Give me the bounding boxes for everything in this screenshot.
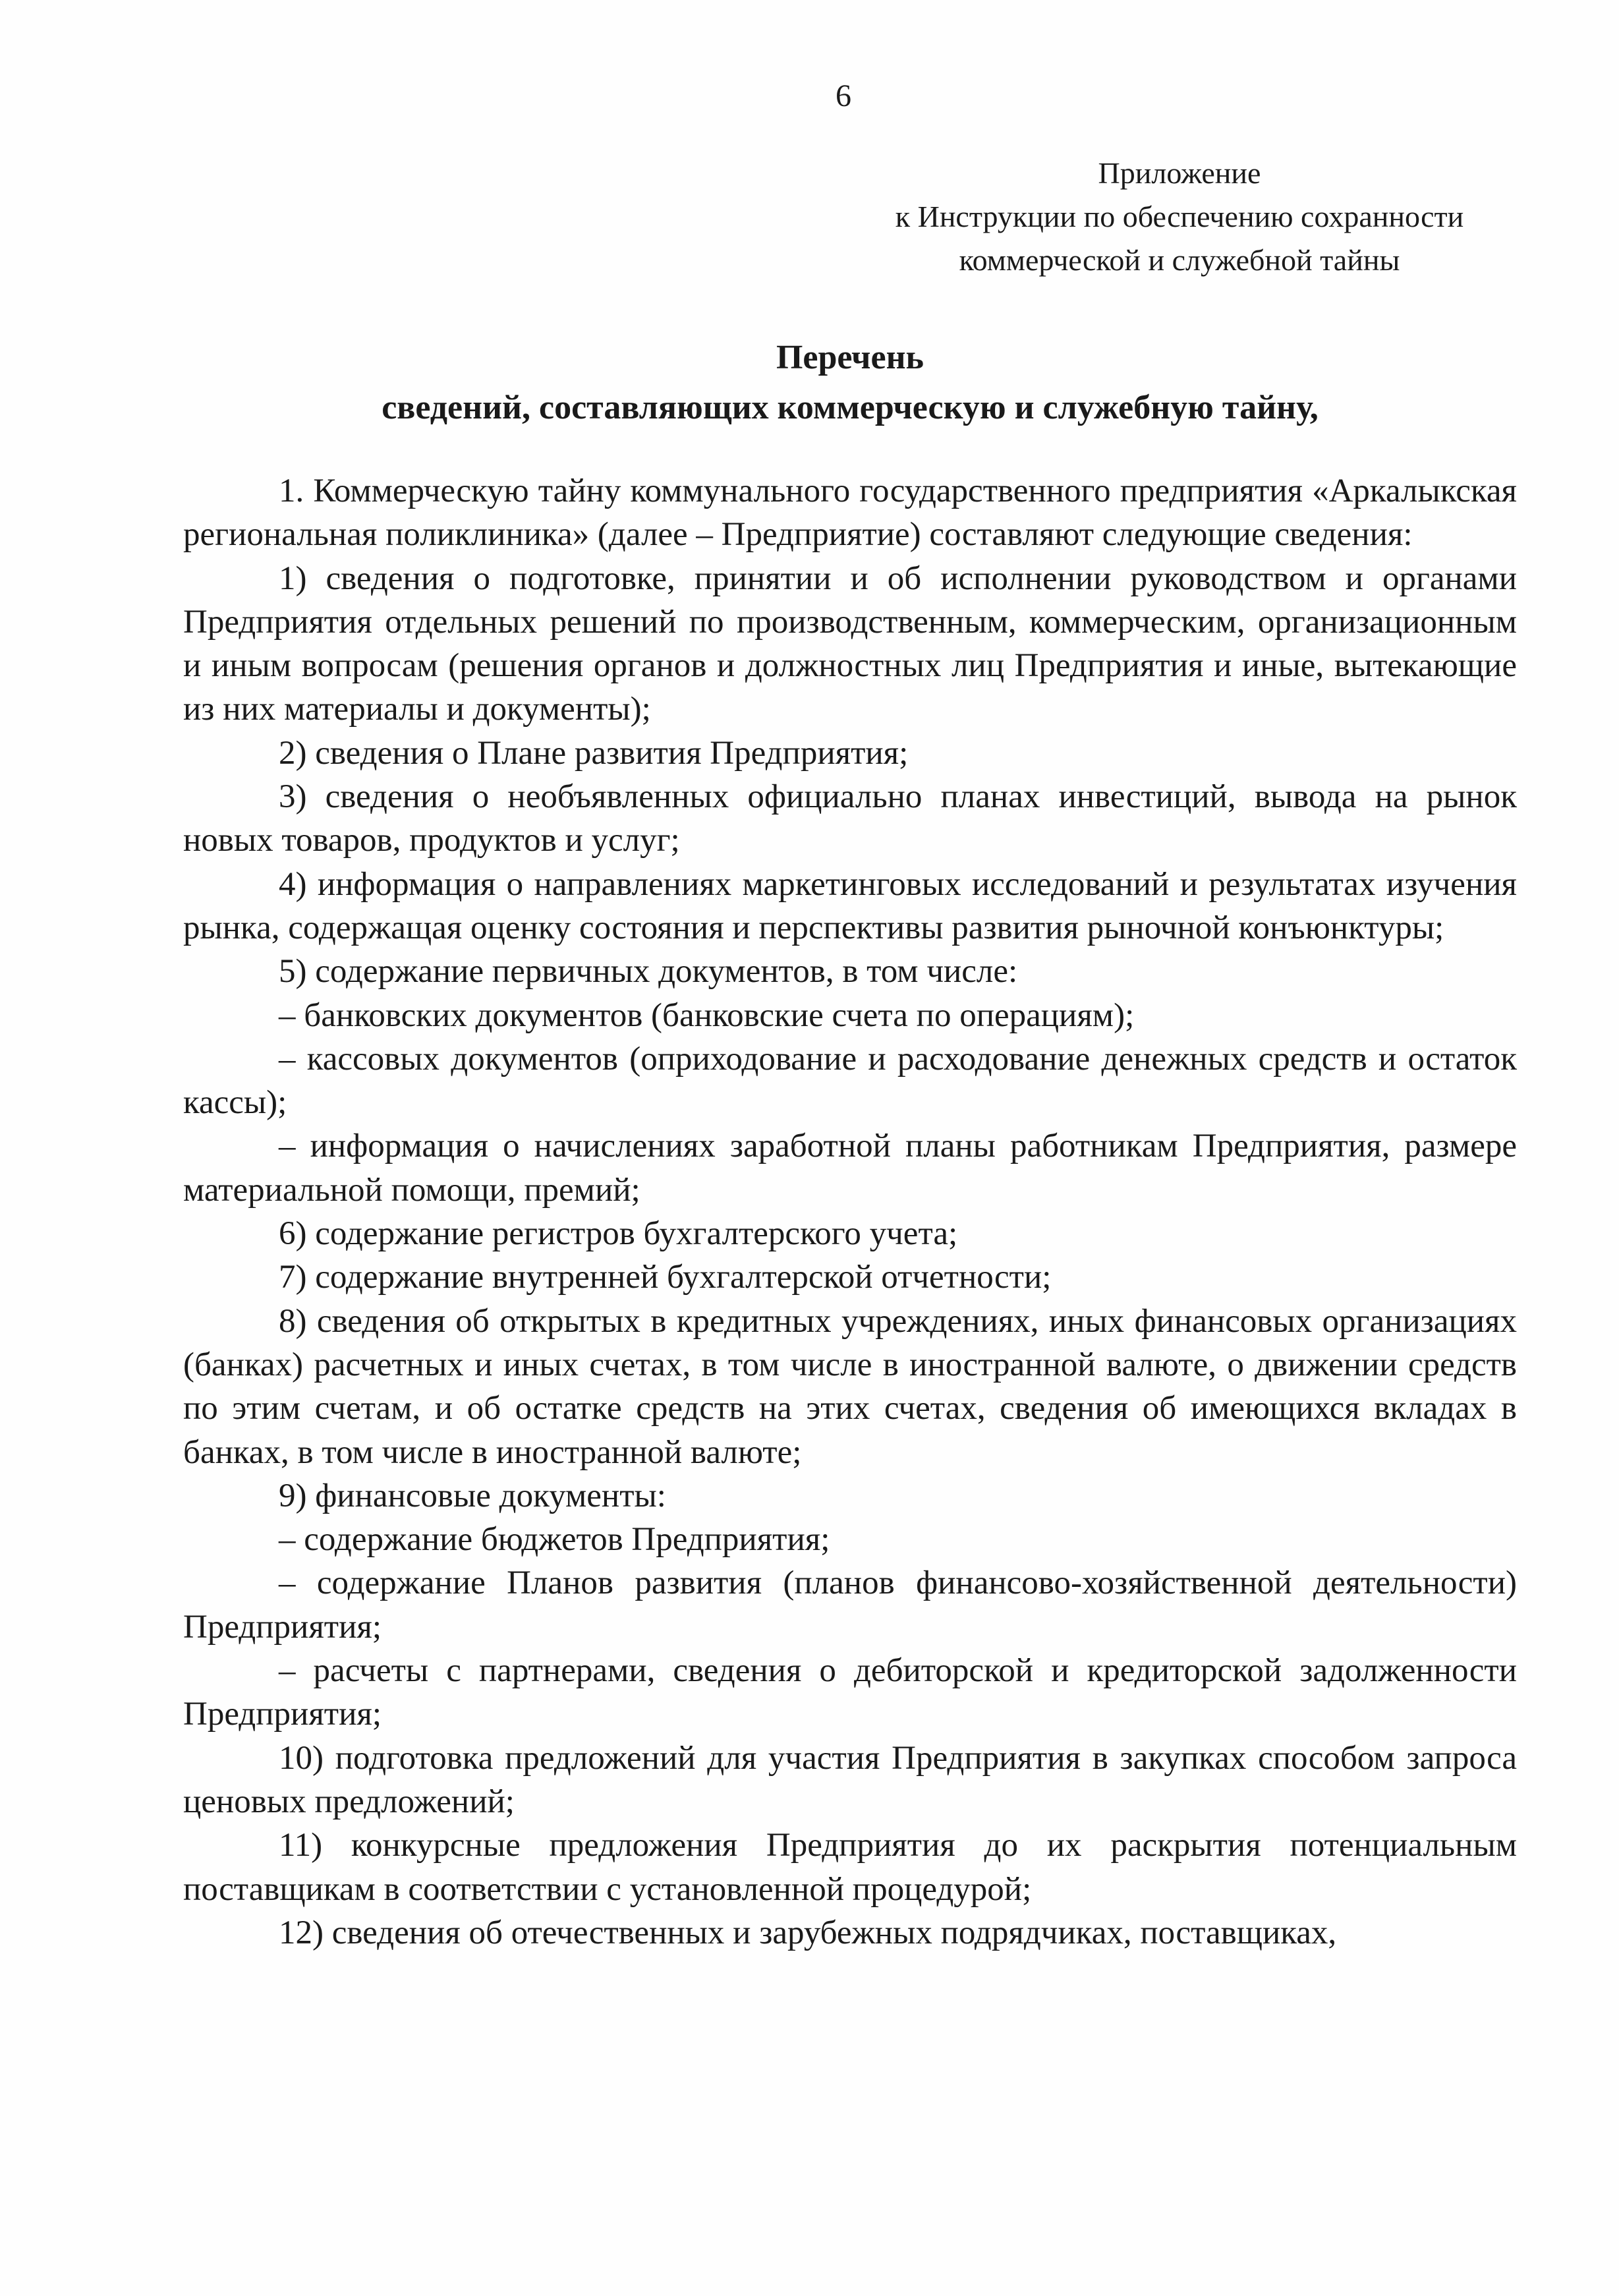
- paragraph: – содержание бюджетов Предприятия;: [279, 1521, 830, 1559]
- appendix-header: [863, 152, 1496, 282]
- paragraph: 11) конкурсные предложения Предприятия до их раскрытия потенциальным поставщикам в соответствии с установленной процедурой;: [183, 1827, 1517, 1908]
- appendix-line: к Инструкции по обеспечению сохранности: [895, 200, 1464, 233]
- paragraph: 8) сведения об открытых в кредитных учреждениях, иных финансовых организациях (банках) расчетных и иных счетах, в том числе в иностранной валюте, о движении средств по этим счетам, и об остатке средств на этих счетах, сведения об имеющихся вкладах в банках, в том числе в иностранной валюте;: [183, 1302, 1517, 1471]
- paragraph: 10) подготовка предложений для участия Предприятия в закупках способом запроса ценовых предложений;: [183, 1739, 1517, 1820]
- paragraph: 6) содержание регистров бухгалтерского учета;: [279, 1215, 958, 1253]
- document-title: [0, 333, 1619, 433]
- paragraph: 3) сведения о необъявленных официально планах инвестиций, вывода на рынок новых товаров, продуктов и услуг;: [183, 778, 1517, 859]
- title-line: сведений, составляющих коммерческую и служебную тайну,: [382, 389, 1319, 426]
- paragraph: – информация о начислениях заработной планы работникам Предприятия, размере материальной помощи, премий;: [183, 1128, 1517, 1209]
- paragraph: 1. Коммерческую тайну коммунального государственного предприятия «Аркалыкская региональная поликлиника» (далее – Предприятие) составляют следующие сведения:: [183, 473, 1517, 554]
- paragraph: 9) финансовые документы:: [279, 1477, 666, 1514]
- page-number: 6: [836, 78, 851, 113]
- paragraph: 5) содержание первичных документов, в том числе:: [279, 953, 1018, 990]
- appendix-line: коммерческой и служебной тайны: [959, 243, 1400, 277]
- paragraph: – содержание Планов развития (планов финансово-хозяйственной деятельности) Предприятия;: [183, 1564, 1517, 1646]
- paragraph: 4) информация о направлениях маркетинговых исследований и результатах изучения рынка, содержащая оценку состояния и перспективы развития рыночной конъюнктуры;: [183, 865, 1517, 946]
- title-line: Перечень: [776, 339, 924, 376]
- appendix-line: Приложение: [1098, 156, 1261, 190]
- paragraph: 12) сведения об отечественных и зарубежных подрядчиках, поставщиках,: [279, 1914, 1337, 1951]
- paragraph: 7) содержание внутренней бухгалтерской отчетности;: [279, 1259, 1052, 1296]
- paragraph: – расчеты с партнерами, сведения о дебиторской и кредиторской задолженности Предприятия;: [183, 1652, 1517, 1733]
- paragraph: 1) сведения о подготовке, принятии и об исполнении руководством и органами Предприятия отдельных решений по производственным, коммерческим, организационным и иным вопросам (решения органов и должностных лиц Предприятия и иные, вытекающие из них материалы и документы);: [183, 560, 1517, 728]
- paragraph: – кассовых документов (оприходование и расходование денежных средств и остаток кассы);: [183, 1040, 1517, 1122]
- paragraph: 2) сведения о Плане развития Предприятия;: [279, 734, 909, 772]
- document-body: [183, 469, 1517, 1955]
- paragraph: – банковских документов (банковские счета по операциям);: [279, 996, 1135, 1034]
